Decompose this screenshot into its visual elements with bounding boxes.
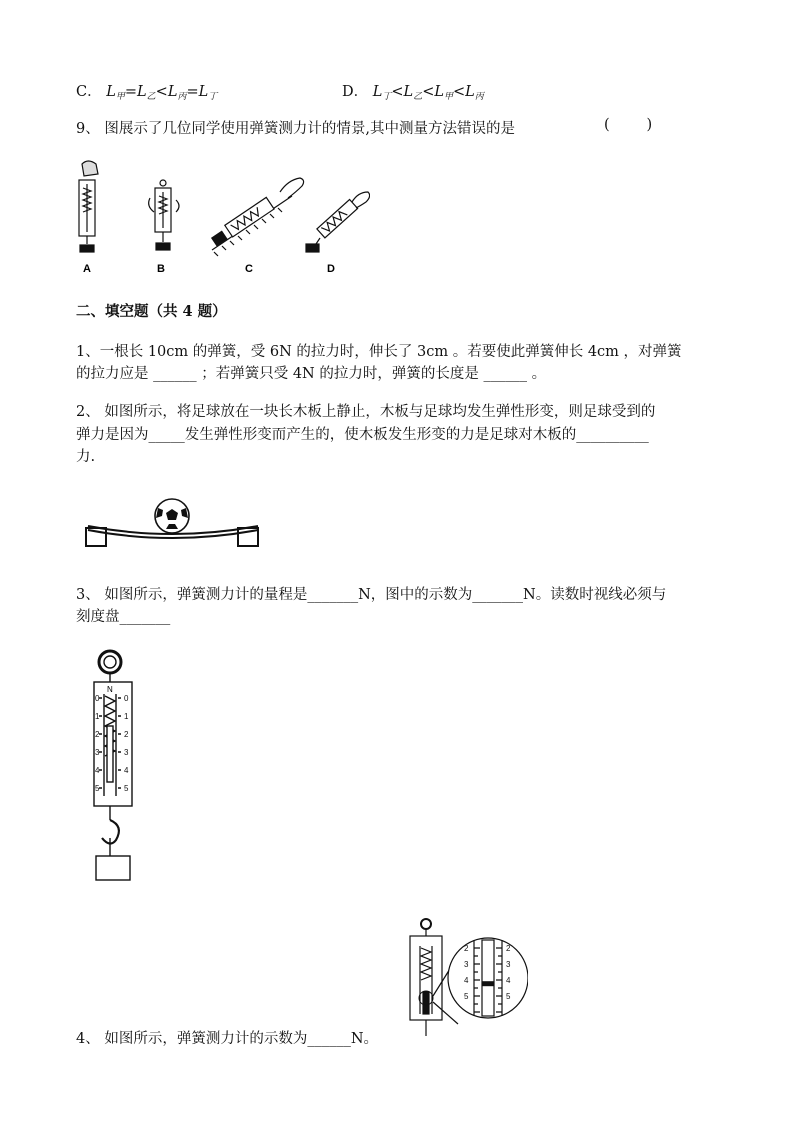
- left-label-4: 4: [95, 766, 100, 775]
- q4-scale-right-2: 4: [506, 976, 511, 985]
- q2-line3: 力.: [76, 449, 96, 465]
- spring-scale-c: [212, 178, 304, 256]
- right-label-5: 5: [124, 784, 129, 793]
- q4-scale-left-1: 3: [464, 960, 469, 969]
- q2-line2: 弹力是因为_____发生弹性形变而产生的，使木板发生形变的力是足球对木板的__________: [76, 427, 649, 443]
- spring-scale-d: [306, 192, 370, 252]
- option-c: C． $L_甲=L_乙<L_丙=L_丁$: [76, 84, 218, 102]
- right-label-0: 0: [124, 694, 129, 703]
- right-label-2: 2: [124, 730, 129, 739]
- q4-scale-left-0: 2: [464, 944, 469, 953]
- q1-line2: 的拉力应是 ______ ；若弹簧只受 4N 的拉力时，弹簧的长度是 ______ 。: [76, 366, 547, 382]
- q3-line1: 3、 如图所示，弹簧测力计的量程是_______N，图中的示数为_______N。读数时视线必须与: [76, 587, 667, 603]
- q9-figure: [70, 158, 370, 278]
- label-d: D: [327, 263, 335, 275]
- q4-scale-left-3: 5: [464, 992, 469, 1001]
- option-d-expr: $L_丁<L_乙<L_甲<L_丙$: [372, 84, 484, 102]
- q4-scale-right-1: 3: [506, 960, 511, 969]
- section-title: 二、填空题（共 4 题）: [76, 303, 227, 320]
- football-board-figure: [82, 494, 264, 550]
- left-label-0: 0: [95, 694, 100, 703]
- left-label-5: 5: [95, 784, 100, 793]
- scale-unit: N: [107, 685, 113, 694]
- q4-text: 4、 如图所示，弹簧测力计的示数为______N。: [76, 1031, 379, 1047]
- spring-scale-q4: [404, 916, 528, 1040]
- right-label-1: 1: [124, 712, 129, 721]
- q4-scale-left-2: 4: [464, 976, 469, 985]
- q4-scale-right-0: 2: [506, 944, 511, 953]
- ring-icon: [99, 651, 121, 673]
- spring-scale-q3: [88, 648, 148, 888]
- label-b: B: [157, 263, 165, 275]
- weight-block: [96, 856, 130, 880]
- option-c-expr: $L_甲=L_乙<L_丙=L_丁$: [106, 84, 218, 102]
- left-label-2: 2: [95, 730, 100, 739]
- spring-scale-a: [79, 161, 98, 252]
- q4-pointer: [482, 981, 494, 986]
- q9-text: 9、 图展示了几位同学使用弹簧测力计的情景,其中测量方法错误的是: [76, 121, 515, 137]
- q2-line1: 2、 如图所示，将足球放在一块长木板上静止，木板与足球均发生弹性形变，则足球受到的: [76, 404, 656, 420]
- spring-scale-b: [149, 180, 179, 250]
- football: [155, 499, 189, 533]
- q9-answer-paren: ( ): [604, 117, 653, 133]
- q3-line2: 刻度盘_______: [76, 609, 171, 625]
- option-d: D． $L_丁<L_乙<L_甲<L_丙$: [342, 84, 484, 102]
- label-c: C: [245, 263, 253, 275]
- left-label-1: 1: [95, 712, 100, 721]
- label-a: A: [83, 263, 91, 275]
- right-label-4: 4: [124, 766, 129, 775]
- q4-scale-right-3: 5: [506, 992, 511, 1001]
- right-label-3: 3: [124, 748, 129, 757]
- q1-line1: 1、一根长 10cm 的弹簧，受 6N 的拉力时，伸长了 3cm 。若要使此弹簧伸长 4cm ，对弹簧: [76, 344, 682, 360]
- left-label-3: 3: [95, 748, 100, 757]
